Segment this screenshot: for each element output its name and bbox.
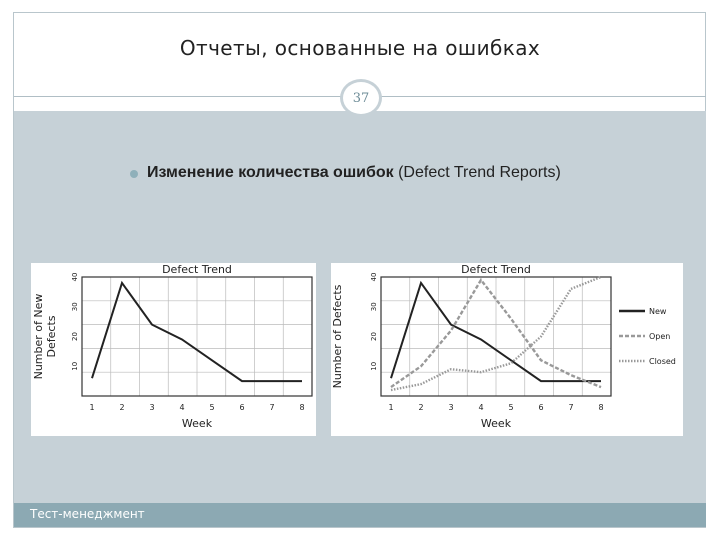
chart-title: Defect Trend xyxy=(162,263,232,276)
footer-text: Тест-менеджмент xyxy=(30,507,145,521)
bullet-text-rest: (Defect Trend Reports) xyxy=(393,164,561,181)
x-tick-label: 7 xyxy=(269,403,275,412)
y-tick-label: 30 xyxy=(71,302,79,312)
legend-label-closed: Closed xyxy=(649,357,676,366)
y-tick-label: 30 xyxy=(370,302,378,312)
x-tick-label: 2 xyxy=(418,403,424,412)
x-tick-label: 3 xyxy=(448,403,454,412)
x-tick-label: 6 xyxy=(538,403,544,412)
chart-new-defects xyxy=(31,263,316,436)
legend-label-open: Open xyxy=(649,332,671,341)
chart-title: Defect Trend xyxy=(461,263,531,276)
bullet-text xyxy=(147,162,587,183)
page-number: 37 xyxy=(340,79,382,117)
x-tick-label: 1 xyxy=(388,403,394,412)
y-axis-label-line: Defects xyxy=(45,315,58,358)
y-axis-label-line: Number of Defects xyxy=(331,284,344,389)
x-tick-label: 4 xyxy=(478,403,484,412)
footer-bar xyxy=(14,503,706,527)
y-tick-label: 10 xyxy=(370,361,378,371)
x-axis-label: Week xyxy=(181,417,213,430)
y-tick-label: 20 xyxy=(71,332,79,341)
chart-defect-trend-svg xyxy=(331,263,683,436)
x-tick-label: 8 xyxy=(299,403,305,412)
x-tick-label: 2 xyxy=(119,403,125,412)
x-tick-label: 5 xyxy=(508,403,514,412)
chart-defect-trend xyxy=(331,263,683,436)
chart-new-defects-svg xyxy=(31,263,316,436)
slide-title: Отчеты, основанные на ошибках xyxy=(179,36,541,60)
x-axis-label: Week xyxy=(480,417,512,430)
x-tick-label: 7 xyxy=(568,403,574,412)
y-axis-label-line: Number of New xyxy=(32,293,45,380)
x-tick-label: 6 xyxy=(239,403,245,412)
bullet-icon xyxy=(130,170,138,178)
x-tick-label: 8 xyxy=(598,403,604,412)
x-tick-label: 4 xyxy=(179,403,185,412)
y-tick-label: 10 xyxy=(71,361,79,371)
y-tick-label: 40 xyxy=(71,272,79,282)
x-tick-label: 5 xyxy=(209,403,215,412)
x-tick-label: 1 xyxy=(89,403,95,412)
x-tick-label: 3 xyxy=(149,403,155,412)
bullet-text-bold: Изменение количества ошибок xyxy=(147,164,394,181)
y-tick-label: 40 xyxy=(370,272,378,282)
legend-label-new: New xyxy=(649,307,667,316)
y-tick-label: 20 xyxy=(370,332,378,341)
